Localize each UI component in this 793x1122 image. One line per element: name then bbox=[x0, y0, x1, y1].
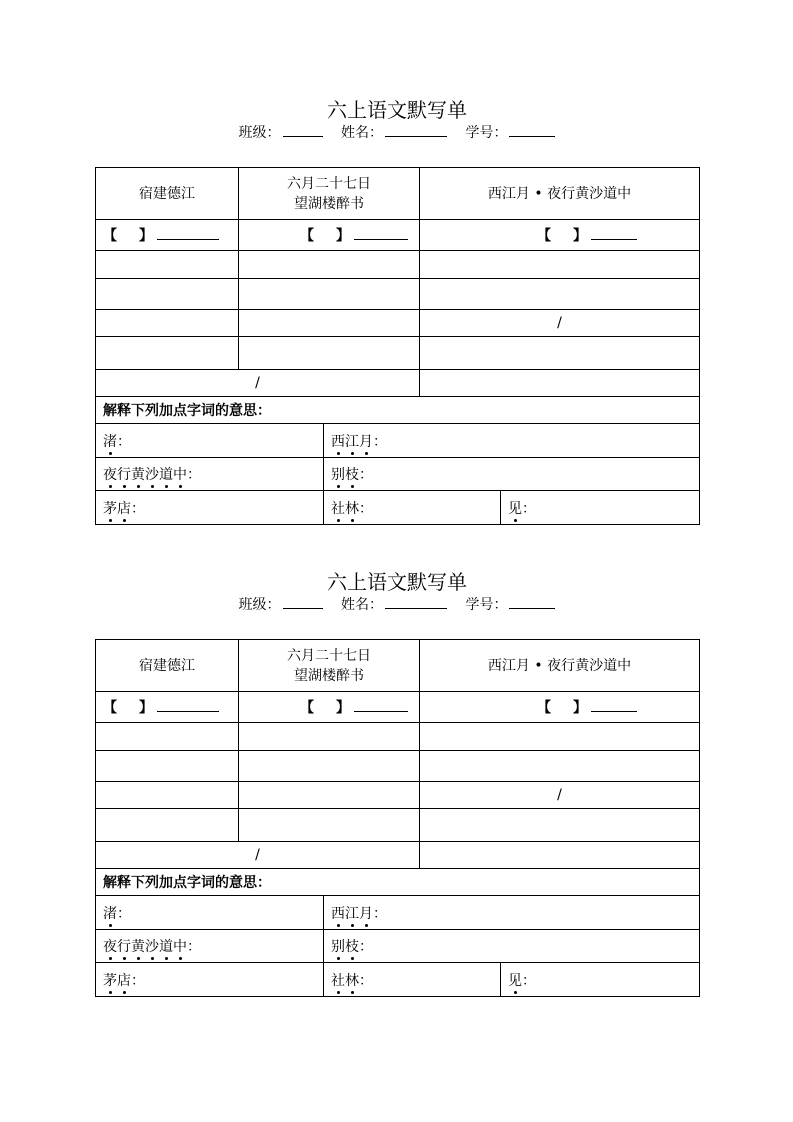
vocab-cell-jian[interactable] bbox=[501, 963, 700, 997]
vocab-row bbox=[96, 424, 700, 458]
verse-cell[interactable] bbox=[420, 751, 700, 782]
name-label: 姓名： bbox=[341, 125, 383, 141]
poem-header-row bbox=[96, 640, 700, 692]
author-cell-3[interactable] bbox=[420, 692, 700, 723]
verse-cell[interactable] bbox=[239, 310, 420, 337]
colon: ： bbox=[373, 905, 387, 922]
author-cell-2[interactable] bbox=[239, 220, 420, 251]
colon: ： bbox=[359, 939, 373, 955]
class-label: 班级： bbox=[238, 597, 281, 613]
vocab-term-zhu: 渚 bbox=[103, 434, 117, 450]
author-blank[interactable] bbox=[354, 226, 408, 240]
bracket-open: 【 bbox=[537, 228, 552, 244]
student-info-line bbox=[95, 596, 699, 614]
vocab-term-biezhi: 别枝 bbox=[331, 467, 359, 483]
verse-cell[interactable] bbox=[239, 723, 420, 751]
verse-row bbox=[96, 751, 700, 782]
bracket-close: 】 bbox=[336, 228, 350, 244]
class-label: 班级： bbox=[238, 125, 281, 141]
sheet-title: 六上语文默写单 bbox=[327, 98, 467, 122]
verse-cell-split[interactable]: / bbox=[96, 370, 420, 397]
class-blank[interactable] bbox=[283, 596, 323, 609]
vocab-term-shelin: 社林 bbox=[331, 501, 359, 517]
vocab-row bbox=[96, 491, 700, 525]
bracket-close: 】 bbox=[139, 228, 153, 244]
verse-cell[interactable] bbox=[96, 809, 239, 842]
colon: ： bbox=[359, 500, 373, 517]
poem-title-1: 宿建德江 bbox=[96, 168, 239, 220]
verse-cell[interactable] bbox=[96, 310, 239, 337]
colon: ： bbox=[187, 939, 201, 955]
vocab-cell-xijiangyue[interactable] bbox=[324, 896, 700, 930]
verse-cell[interactable] bbox=[96, 251, 239, 279]
vocab-cell-maodian[interactable] bbox=[96, 963, 324, 997]
vocab-term-yexing: 夜行黄沙道中 bbox=[103, 467, 187, 483]
poem-title-1: 宿建德江 bbox=[96, 640, 239, 692]
verse-cell[interactable] bbox=[420, 279, 700, 310]
vocab-term-xijiangyue: 西江月 bbox=[331, 434, 373, 450]
class-blank[interactable] bbox=[283, 124, 323, 137]
verse-cell[interactable] bbox=[420, 723, 700, 751]
vocab-term-shelin: 社林 bbox=[331, 973, 359, 989]
bracket-close: 】 bbox=[139, 700, 153, 716]
colon: ： bbox=[359, 467, 373, 483]
verse-row bbox=[96, 310, 700, 337]
poem-title-2-line1: 六月二十七日 bbox=[287, 647, 371, 664]
vocab-term-zhu: 渚 bbox=[103, 906, 117, 922]
colon: ： bbox=[522, 972, 536, 989]
id-blank[interactable] bbox=[509, 596, 555, 609]
bracket-open: 【 bbox=[537, 700, 552, 716]
vocab-cell-shelin[interactable] bbox=[324, 963, 501, 997]
bracket-open: 【 bbox=[300, 700, 314, 716]
vocab-term-maodian: 茅店 bbox=[103, 501, 131, 517]
colon: ： bbox=[131, 972, 145, 989]
bracket-close: 】 bbox=[573, 228, 588, 244]
verse-cell[interactable] bbox=[420, 809, 700, 842]
vocab-term-jian: 见 bbox=[508, 501, 522, 517]
verse-cell[interactable] bbox=[96, 751, 239, 782]
verse-cell[interactable] bbox=[96, 337, 239, 370]
poem-title-2 bbox=[239, 640, 420, 692]
colon: ： bbox=[359, 972, 373, 989]
poem-title-3: 西江月 • 夜行黄沙道中 bbox=[420, 168, 700, 220]
poem-title-2 bbox=[239, 168, 420, 220]
vocab-cell-zhu[interactable] bbox=[96, 896, 324, 930]
bracket-open: 【 bbox=[103, 228, 117, 244]
vocab-heading-row bbox=[96, 869, 700, 896]
colon: ： bbox=[522, 500, 536, 517]
name-label: 姓名： bbox=[341, 597, 383, 613]
verse-row bbox=[96, 251, 700, 279]
author-blank[interactable] bbox=[157, 226, 219, 240]
vocab-heading: 解释下列加点字词的意思： bbox=[96, 869, 700, 896]
author-cell-3[interactable] bbox=[420, 220, 700, 251]
author-row bbox=[96, 692, 700, 723]
vocab-cell-maodian[interactable] bbox=[96, 491, 324, 525]
vocab-cell-zhu[interactable] bbox=[96, 424, 324, 458]
colon: ： bbox=[117, 433, 131, 450]
vocab-term-biezhi: 别枝 bbox=[331, 939, 359, 955]
id-blank[interactable] bbox=[509, 124, 555, 137]
vocab-heading: 解释下列加点字词的意思： bbox=[96, 397, 700, 424]
vocab-cell-xijiangyue[interactable] bbox=[324, 424, 700, 458]
vocab-term-xijiangyue: 西江月 bbox=[331, 906, 373, 922]
author-cell-2[interactable] bbox=[239, 692, 420, 723]
verse-cell-split[interactable]: / bbox=[420, 782, 700, 809]
vocab-row bbox=[96, 896, 700, 930]
author-blank[interactable] bbox=[354, 698, 408, 712]
colon: ： bbox=[117, 905, 131, 922]
vocab-row bbox=[96, 930, 700, 963]
name-blank[interactable] bbox=[385, 124, 447, 137]
verse-row bbox=[96, 370, 700, 397]
verse-cell[interactable] bbox=[96, 279, 239, 310]
verse-cell[interactable] bbox=[239, 337, 420, 370]
vocab-cell-shelin[interactable] bbox=[324, 491, 501, 525]
vocab-term-jian: 见 bbox=[508, 973, 522, 989]
author-blank[interactable] bbox=[591, 698, 637, 712]
vocab-term-maodian: 茅店 bbox=[103, 973, 131, 989]
vocab-heading-row bbox=[96, 397, 700, 424]
name-blank[interactable] bbox=[385, 596, 447, 609]
dictation-table bbox=[95, 639, 700, 997]
colon: ： bbox=[373, 433, 387, 450]
vocab-term-yexing: 夜行黄沙道中 bbox=[103, 939, 187, 955]
verse-row bbox=[96, 723, 700, 751]
vocab-cell-biezhi[interactable] bbox=[324, 930, 700, 963]
poem-title-2-line2: 望湖楼醉书 bbox=[294, 195, 364, 212]
bracket-close: 】 bbox=[573, 700, 588, 716]
verse-row bbox=[96, 337, 700, 370]
poem-title-2-line1: 六月二十七日 bbox=[287, 175, 371, 192]
bracket-open: 【 bbox=[300, 228, 314, 244]
verse-cell[interactable] bbox=[420, 842, 700, 869]
student-info-line bbox=[95, 124, 699, 142]
verse-row bbox=[96, 842, 700, 869]
verse-cell[interactable] bbox=[420, 370, 700, 397]
vocab-cell-yexing[interactable] bbox=[96, 930, 324, 963]
vocab-cell-biezhi[interactable] bbox=[324, 458, 700, 491]
author-cell-1[interactable] bbox=[96, 692, 239, 723]
id-label: 学号： bbox=[465, 125, 508, 141]
verse-row bbox=[96, 279, 700, 310]
vocab-row bbox=[96, 963, 700, 997]
id-label: 学号： bbox=[465, 597, 508, 613]
poem-title-3: 西江月 • 夜行黄沙道中 bbox=[420, 640, 700, 692]
verse-cell[interactable] bbox=[420, 251, 700, 279]
vocab-cell-yexing[interactable] bbox=[96, 458, 324, 491]
verse-row bbox=[96, 809, 700, 842]
bracket-open: 【 bbox=[103, 700, 117, 716]
verse-cell[interactable] bbox=[96, 723, 239, 751]
verse-cell[interactable] bbox=[239, 279, 420, 310]
verse-row bbox=[96, 782, 700, 809]
vocab-cell-jian[interactable] bbox=[501, 491, 700, 525]
colon: ： bbox=[131, 500, 145, 517]
author-blank[interactable] bbox=[591, 226, 637, 240]
verse-cell-split[interactable]: / bbox=[96, 842, 420, 869]
dictation-table bbox=[95, 167, 700, 525]
poem-header-row bbox=[96, 168, 700, 220]
verse-cell[interactable] bbox=[239, 751, 420, 782]
verse-cell[interactable] bbox=[239, 251, 420, 279]
author-cell-1[interactable] bbox=[96, 220, 239, 251]
verse-cell[interactable] bbox=[239, 809, 420, 842]
vocab-row bbox=[96, 458, 700, 491]
author-blank[interactable] bbox=[157, 698, 219, 712]
author-row bbox=[96, 220, 700, 251]
verse-cell[interactable] bbox=[239, 782, 420, 809]
verse-cell[interactable] bbox=[96, 782, 239, 809]
poem-title-2-line2: 望湖楼醉书 bbox=[294, 667, 364, 684]
bracket-close: 】 bbox=[336, 700, 350, 716]
sheet-title: 六上语文默写单 bbox=[327, 570, 467, 594]
colon: ： bbox=[187, 467, 201, 483]
verse-cell[interactable] bbox=[420, 337, 700, 370]
verse-cell-split[interactable]: / bbox=[420, 310, 700, 337]
